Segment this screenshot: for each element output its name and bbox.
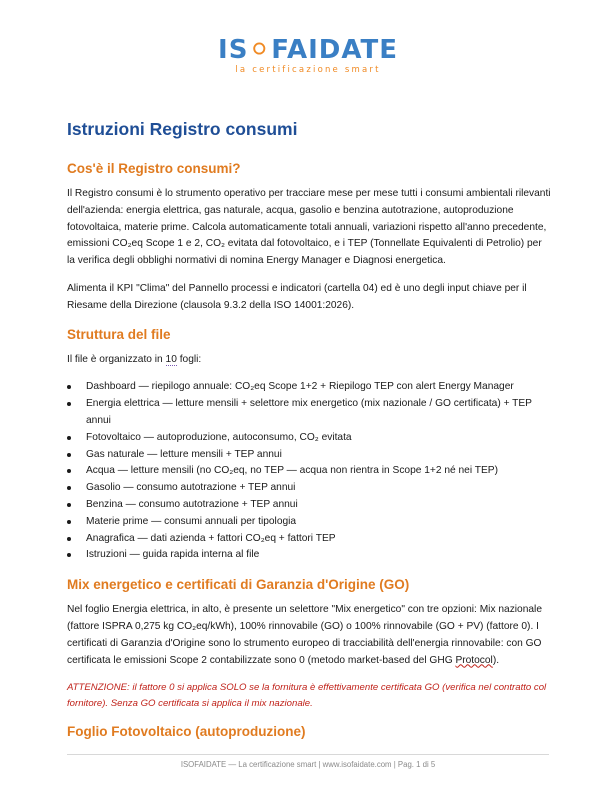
- bullet-icon: [67, 469, 71, 473]
- logo-wordmark: [0, 36, 616, 64]
- list-item: [67, 379, 551, 396]
- list-item: [67, 547, 551, 564]
- bullet-icon: [67, 436, 71, 440]
- list-item: [67, 430, 551, 447]
- logo-o-icon: ⚪: [248, 35, 272, 65]
- footer-divider: [67, 754, 549, 755]
- sheet-list: [67, 379, 551, 564]
- list-item-text: Dashboard — riepilogo annuale: CO₂eq Scope 1+2 + Riepilogo TEP con alert Energy Manager: [86, 381, 514, 393]
- list-item: [67, 497, 551, 514]
- logo-part1: IS: [218, 35, 249, 65]
- mix-text-end: ).: [492, 654, 500, 666]
- bullet-icon: [67, 486, 71, 490]
- document-content: [67, 118, 551, 749]
- list-item-text: Energia elettrica — letture mensili + selettore mix energetico (mix nazionale / GO certificata) + TEP annui: [86, 398, 532, 426]
- list-item-text: Materie prime — consumi annuali per tipologia: [86, 515, 297, 527]
- intro-text-after: fogli:: [176, 353, 202, 365]
- section-heading-structure: Struttura del file: [67, 326, 171, 342]
- list-item-text: Gasolio — consumo autotrazione + TEP annui: [86, 482, 296, 494]
- list-item-text: Acqua — letture mensili (no CO₂eq, no TEP — acqua non rientra in Scope 1+2 né nei TEP): [86, 465, 498, 477]
- mix-text-main: Nel foglio Energia elettrica, in alto, è presente un selettore "Mix energetico" con tre opzioni: Mix nazionale (fattore ISPRA 0,275 kg CO₂eq/kWh), 100% rinnovabile (GO) o 100% rinnovabile (GO + PV) (fattore 0). I certificati di Garanzia d'Origine sono lo strumento europeo di tracciabilità dell'energia rinnovabile: con GO certificata le emissioni Scope 2 contabilizzate sono 0 (metodo market-based del GHG: [67, 604, 542, 666]
- warning-note: ATTENZIONE: il fattore 0 si applica SOLO se la fornitura è effettivamente certificata GO (verifica nel contratto col fornitore). Senza GO certificata si applica il mix nazionale.: [67, 682, 547, 710]
- mix-text-protocol: Protocol: [455, 654, 493, 666]
- paragraph-mix: [67, 602, 551, 669]
- paragraph-kpi: Alimenta il KPI "Clima" del Pannello processi e indicatori (cartella 04) ed è uno degli input chiave per il Riesame della Direzione (clausola 9.3.2 della ISO 14001:2026).: [67, 282, 527, 311]
- bullet-icon: [67, 385, 71, 389]
- list-item: [67, 514, 551, 531]
- bullet-icon: [67, 503, 71, 507]
- list-item: [67, 396, 551, 430]
- bullet-icon: [67, 402, 71, 406]
- bullet-icon: [67, 553, 71, 557]
- list-item-text: Istruzioni — guida rapida interna al file: [86, 549, 260, 561]
- paragraph-what-is: Il Registro consumi è lo strumento operativo per tracciare mese per mese tutti i consumi ambientali rilevanti dell'azienda: energia elettrica, gas naturale, acqua, gasolio e benzina autotrazione, autoproduzione fotovoltaica, materie prime. Calcola automaticamente totali annuali, variazioni rispetto all'anno precedente, emissioni CO₂eq Scope 1 e 2, CO₂ evitata dal fotovoltaico, e i TEP (Tonnellate Equivalenti di Petrolio) per la verifica degli obblighi normativi di nomina Energy Manager e Diagnosi energetica.: [67, 188, 551, 267]
- list-item: [67, 447, 551, 464]
- page-footer: ISOFAIDATE — La certificazione smart | www.isofaidate.com | Pag. 1 di 5: [180, 760, 436, 769]
- bullet-icon: [67, 537, 71, 541]
- list-item: [67, 463, 551, 480]
- list-item-text: Gas naturale — letture mensili + TEP annui: [86, 448, 282, 460]
- logo-tagline: la certificazione smart: [235, 65, 381, 75]
- sheet-count: 10: [165, 353, 177, 365]
- section-heading-what-is: Cos'è il Registro consumi?: [67, 161, 241, 176]
- section-heading-photovoltaic: Foglio Fotovoltaico (autoproduzione): [67, 724, 306, 740]
- list-item-text: Anagrafica — dati azienda + fattori CO₂eq + fattori TEP: [86, 532, 336, 544]
- bullet-icon: [67, 520, 71, 524]
- logo: [0, 36, 616, 75]
- bullet-icon: [67, 453, 71, 457]
- list-item: [67, 531, 551, 548]
- paragraph-structure-intro: [67, 352, 551, 369]
- list-item-text: Benzina — consumo autotrazione + TEP annui: [86, 498, 298, 510]
- logo-part2: FAIDATE: [271, 35, 398, 65]
- list-item: [67, 480, 551, 497]
- section-heading-mix: Mix energetico e certificati di Garanzia d'Origine (GO): [67, 577, 410, 593]
- page-title: Istruzioni Registro consumi: [67, 119, 298, 139]
- list-item-text: Fotovoltaico — autoproduzione, autoconsumo, CO₂ evitata: [86, 431, 352, 443]
- intro-text-before: Il file è organizzato in: [67, 353, 166, 365]
